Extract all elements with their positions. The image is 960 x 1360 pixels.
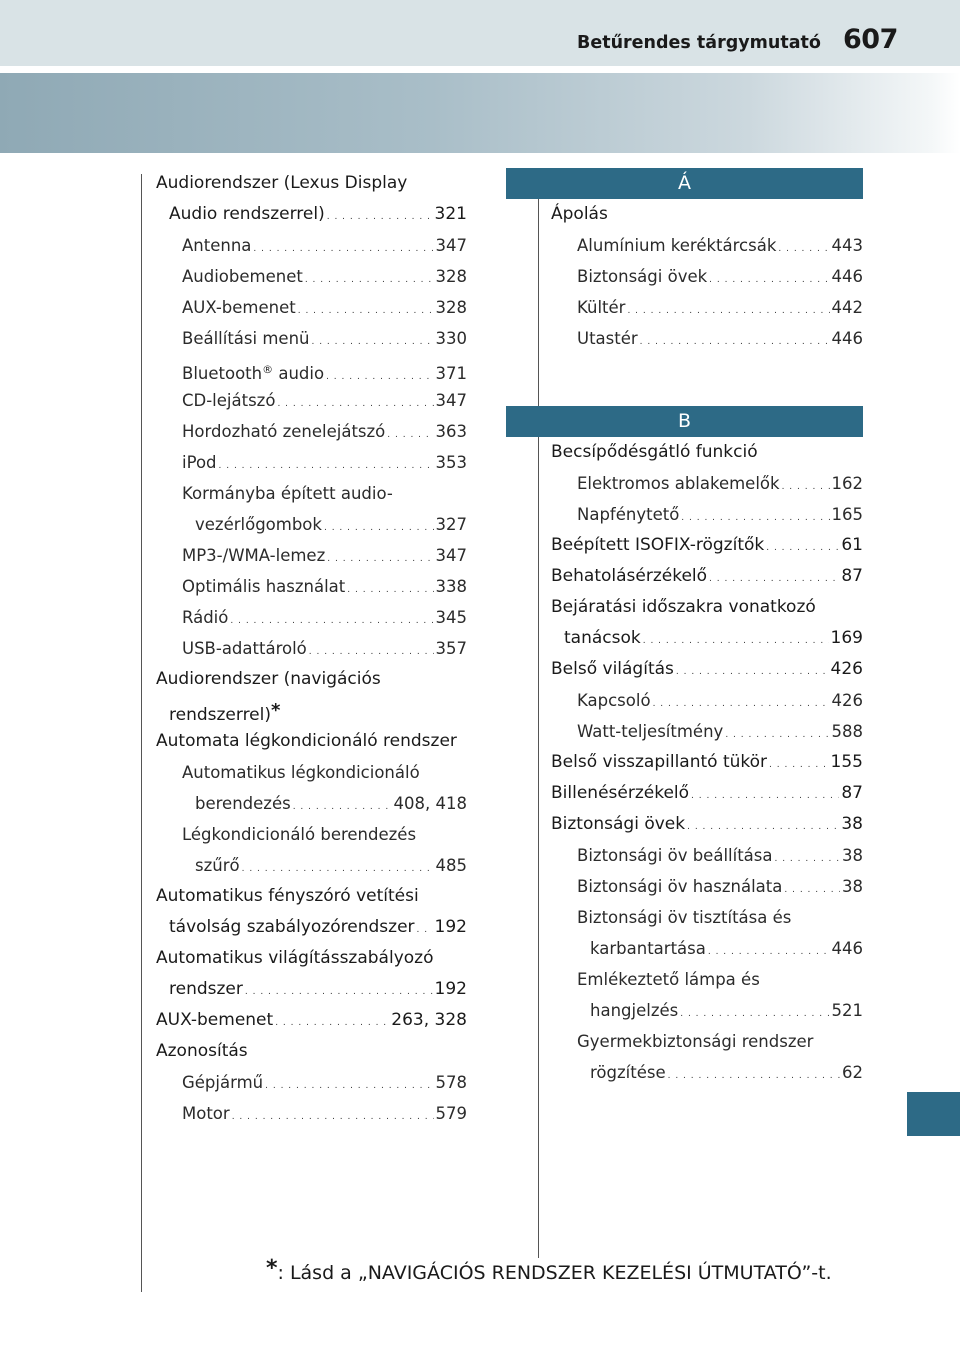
index-entry-label bbox=[577, 323, 638, 354]
entry-text: Kapcsoló bbox=[577, 691, 651, 710]
index-entry-label bbox=[195, 850, 240, 881]
index-entry bbox=[156, 726, 467, 757]
entry-text: MP3-/WMA-lemez bbox=[182, 546, 326, 565]
section-thumb-tab bbox=[907, 1092, 960, 1136]
index-entry-label bbox=[195, 509, 322, 540]
leader-dots bbox=[324, 513, 434, 544]
index-entry bbox=[156, 447, 467, 478]
index-entry-label bbox=[182, 478, 393, 509]
page-reference: 328 bbox=[435, 298, 467, 317]
index-entry bbox=[156, 1005, 467, 1036]
index-entry bbox=[156, 385, 467, 416]
footnote-text: : Lásd a „NAVIGÁCIÓS RENDSZER KEZELÉSI ÚTMUTATÓ”-t. bbox=[277, 1262, 832, 1284]
index-entry bbox=[551, 468, 863, 499]
index-entry-label bbox=[156, 943, 434, 974]
page-reference: 162 bbox=[831, 474, 863, 493]
index-entry-label bbox=[156, 726, 457, 757]
index-entry-label bbox=[551, 654, 674, 685]
index-entry-label bbox=[564, 623, 641, 654]
index-entry bbox=[156, 354, 467, 385]
section-gap bbox=[551, 354, 863, 406]
index-entry bbox=[156, 540, 467, 571]
index-entry bbox=[156, 943, 467, 974]
leader-dots bbox=[778, 234, 829, 265]
entry-text: Emlékeztető lámpa és bbox=[577, 970, 760, 989]
entry-text: Belső világítás bbox=[551, 659, 674, 679]
page-reference: 169 bbox=[830, 628, 863, 648]
entry-text: Billenésérzékelő bbox=[551, 783, 690, 803]
index-entry-label bbox=[590, 1057, 666, 1088]
entry-text: Audio rendszerrel) bbox=[169, 204, 325, 224]
entry-text: Azonosítás bbox=[156, 1041, 248, 1061]
leader-dots bbox=[275, 1008, 389, 1039]
leader-dots bbox=[687, 812, 839, 843]
letter-section-header: B bbox=[506, 406, 863, 437]
index-entry-label bbox=[577, 716, 723, 747]
entry-text: hangjelzés bbox=[590, 1001, 679, 1020]
entry-text: Audiorendszer (Lexus Display bbox=[156, 173, 408, 193]
index-entry-label bbox=[182, 571, 345, 602]
index-entry bbox=[551, 995, 863, 1026]
index-entry-label bbox=[156, 1005, 273, 1036]
index-entry-label bbox=[551, 561, 707, 592]
entry-text: Behatolásérzékelő bbox=[551, 566, 708, 586]
index-entry bbox=[551, 499, 863, 530]
entry-text: Automatikus világításszabályozó bbox=[156, 948, 434, 968]
page-reference: 155 bbox=[830, 752, 863, 772]
page-reference: 353 bbox=[435, 453, 467, 472]
entry-text: rendszerrel) bbox=[169, 705, 271, 725]
index-entry-label bbox=[182, 1098, 230, 1129]
page-reference: 443 bbox=[831, 236, 863, 255]
entry-text: Becsípődésgátló funkció bbox=[551, 442, 758, 462]
index-entry bbox=[156, 819, 467, 850]
index-entry-label bbox=[577, 468, 780, 499]
entry-text: tanácsok bbox=[564, 628, 641, 648]
index-entry bbox=[156, 323, 467, 354]
entry-text: Biztonsági öv használata bbox=[577, 877, 783, 896]
entry-text: Belső visszapillantó tükör bbox=[551, 752, 768, 772]
entry-superscript: ® bbox=[262, 363, 274, 376]
entry-text: Watt-teljesítmény bbox=[577, 722, 724, 741]
leader-dots bbox=[232, 1102, 434, 1133]
leader-dots bbox=[640, 327, 830, 358]
page-reference: 321 bbox=[434, 204, 467, 224]
page-reference: 61 bbox=[841, 535, 863, 555]
page-reference: 347 bbox=[435, 236, 467, 255]
index-entry-label bbox=[182, 447, 217, 478]
footnote-marker: * bbox=[266, 1256, 278, 1281]
index-entry bbox=[156, 1036, 467, 1067]
leader-dots bbox=[627, 296, 829, 327]
leader-dots bbox=[298, 296, 434, 327]
index-entry-label bbox=[577, 902, 791, 933]
index-entry bbox=[156, 478, 467, 509]
page-reference: 579 bbox=[435, 1104, 467, 1123]
page-reference: 521 bbox=[831, 1001, 863, 1020]
entry-text: Bluetooth bbox=[182, 364, 263, 383]
page-reference: 87 bbox=[841, 783, 863, 803]
entry-text: Légkondicionáló berendezés bbox=[182, 825, 417, 844]
index-entry-label bbox=[169, 974, 243, 1005]
leader-dots bbox=[311, 327, 433, 358]
page-reference: 363 bbox=[435, 422, 467, 441]
entry-text: AUX-bemenet bbox=[156, 1010, 274, 1030]
entry-text: Biztonsági övek bbox=[551, 814, 686, 834]
page-reference: 347 bbox=[435, 546, 467, 565]
index-entry bbox=[551, 964, 863, 995]
index-entry bbox=[551, 1026, 863, 1057]
entry-text: Beállítási menü bbox=[182, 329, 310, 348]
column-divider bbox=[538, 168, 539, 1258]
index-entry bbox=[156, 881, 467, 912]
entry-text: CD-lejátszó bbox=[182, 391, 276, 410]
index-entry-label bbox=[590, 933, 706, 964]
index-entry-label bbox=[577, 964, 760, 995]
index-entry bbox=[551, 530, 863, 561]
leader-dots bbox=[305, 265, 434, 296]
index-entry-label bbox=[551, 530, 764, 561]
index-entry bbox=[156, 416, 467, 447]
entry-text: Beépített ISOFIX-rögzítők bbox=[551, 535, 765, 555]
entry-text: Bejáratási időszakra vonatkozó bbox=[551, 597, 816, 617]
page-reference: 62 bbox=[842, 1063, 863, 1082]
entry-text: Hordozható zenelejátszó bbox=[182, 422, 386, 441]
entry-text: Antenna bbox=[182, 236, 252, 255]
page-reference: 330 bbox=[435, 329, 467, 348]
index-entry bbox=[551, 933, 863, 964]
index-entry bbox=[551, 437, 863, 468]
leader-dots bbox=[245, 977, 433, 1008]
page-reference: 426 bbox=[830, 659, 863, 679]
entry-text: karbantartása bbox=[590, 939, 706, 958]
entry-text: Rádió bbox=[182, 608, 229, 627]
index-entry-label bbox=[551, 778, 689, 809]
index-entry bbox=[551, 261, 863, 292]
index-entry-label bbox=[182, 540, 325, 571]
leader-dots bbox=[347, 575, 433, 606]
index-entry bbox=[156, 261, 467, 292]
entry-text: Napfénytető bbox=[577, 505, 680, 524]
index-entry bbox=[156, 1098, 467, 1129]
entry-superscript: * bbox=[271, 700, 281, 721]
entry-text: berendezés bbox=[195, 794, 291, 813]
index-entry bbox=[551, 292, 863, 323]
entry-text: Audiorendszer (navigációs bbox=[156, 669, 381, 689]
index-entry bbox=[156, 571, 467, 602]
page-reference: 357 bbox=[435, 639, 467, 658]
index-entry-label bbox=[551, 809, 685, 840]
page-reference: 446 bbox=[831, 329, 863, 348]
index-entry-label bbox=[551, 747, 767, 778]
entry-text: Motor bbox=[182, 1104, 230, 1123]
index-entry bbox=[156, 974, 467, 1005]
index-entry bbox=[156, 199, 467, 230]
index-entry bbox=[551, 716, 863, 747]
index-entry-label bbox=[577, 230, 776, 261]
entry-text-after: audio bbox=[273, 364, 325, 383]
page-reference: 588 bbox=[831, 722, 863, 741]
index-entry-label bbox=[577, 685, 651, 716]
index-entry bbox=[156, 695, 467, 726]
index-column-left bbox=[156, 168, 467, 1129]
index-entry bbox=[156, 633, 467, 664]
index-entry-label bbox=[182, 385, 275, 416]
entry-text: szűrő bbox=[195, 856, 240, 875]
index-entry-label bbox=[182, 757, 420, 788]
index-entry-label bbox=[182, 354, 324, 389]
entry-text: rögzítése bbox=[590, 1063, 666, 1082]
entry-text: vezérlőgombok bbox=[195, 515, 322, 534]
index-entry bbox=[551, 1057, 863, 1088]
index-entry-label bbox=[182, 230, 251, 261]
index-entry-label bbox=[156, 881, 419, 912]
index-entry bbox=[551, 230, 863, 261]
entry-text: Alumínium keréktárcsák bbox=[577, 236, 777, 255]
index-entry-label bbox=[182, 261, 303, 292]
index-entry bbox=[156, 230, 467, 261]
index-entry bbox=[551, 685, 863, 716]
entry-text: Automatikus légkondicionáló bbox=[182, 763, 420, 782]
entry-text: AUX-bemenet bbox=[182, 298, 296, 317]
entry-text: távolság szabályozórendszer bbox=[169, 917, 415, 937]
leader-dots bbox=[265, 1071, 433, 1102]
index-entry bbox=[551, 871, 863, 902]
index-entry bbox=[551, 902, 863, 933]
index-column-right bbox=[551, 168, 863, 1088]
index-entry bbox=[551, 747, 863, 778]
leader-dots bbox=[784, 875, 840, 906]
page-reference: 442 bbox=[831, 298, 863, 317]
index-entry bbox=[551, 840, 863, 871]
index-entry-label bbox=[182, 602, 228, 633]
page-reference: 38 bbox=[841, 814, 863, 834]
index-entry bbox=[156, 850, 467, 881]
letter-section-header: Á bbox=[506, 168, 863, 199]
entry-text: Biztonsági övek bbox=[577, 267, 708, 286]
page-reference: 578 bbox=[435, 1073, 467, 1092]
page-reference: 446 bbox=[831, 939, 863, 958]
index-entry bbox=[156, 168, 467, 199]
index-entry-label bbox=[195, 788, 291, 819]
index-entry-label bbox=[590, 995, 678, 1026]
entry-text: Gyermekbiztonsági rendszer bbox=[577, 1032, 814, 1051]
footnote bbox=[266, 1256, 832, 1284]
index-entry-label bbox=[577, 292, 625, 323]
page-reference: 446 bbox=[831, 267, 863, 286]
entry-text: Elektromos ablakemelők bbox=[577, 474, 780, 493]
leader-dots bbox=[774, 844, 840, 875]
entry-text: Audiobemenet bbox=[182, 267, 303, 286]
index-entry-label bbox=[182, 819, 416, 850]
leader-dots bbox=[769, 750, 829, 781]
leader-dots bbox=[676, 657, 829, 688]
index-entry-label bbox=[577, 1026, 813, 1057]
page-reference: 371 bbox=[435, 364, 467, 383]
entry-text: Kültér bbox=[577, 298, 626, 317]
leader-dots bbox=[709, 564, 839, 595]
index-entry-label bbox=[182, 292, 296, 323]
index-entry bbox=[156, 664, 467, 695]
entry-text: Biztonsági öv beállítása bbox=[577, 846, 773, 865]
index-entry bbox=[551, 199, 863, 230]
running-header-title: Betűrendes tárgymutató bbox=[577, 33, 821, 53]
page-reference: 347 bbox=[435, 391, 467, 410]
index-entry bbox=[156, 788, 467, 819]
index-entry bbox=[551, 654, 863, 685]
index-entry-label bbox=[169, 912, 415, 943]
index-entry-label bbox=[156, 1036, 248, 1067]
page-reference: 338 bbox=[435, 577, 467, 596]
leader-dots bbox=[766, 533, 839, 564]
page-reference: 327 bbox=[435, 515, 467, 534]
index-entry-label bbox=[182, 416, 385, 447]
index-entry-label bbox=[156, 168, 407, 199]
page-reference: 345 bbox=[435, 608, 467, 627]
index-entry bbox=[156, 509, 467, 540]
index-entry-label bbox=[182, 633, 307, 664]
entry-text: rendszer bbox=[169, 979, 243, 999]
index-entry-label bbox=[182, 323, 309, 354]
entry-text: USB-adattároló bbox=[182, 639, 307, 658]
entry-text: Optimális használat bbox=[182, 577, 346, 596]
index-entry-label bbox=[182, 1067, 263, 1098]
leader-dots bbox=[709, 265, 829, 296]
leader-dots bbox=[643, 626, 829, 657]
page-reference: 192 bbox=[434, 917, 467, 937]
index-entry bbox=[156, 1067, 467, 1098]
index-entry-label bbox=[577, 871, 782, 902]
entry-text: iPod bbox=[182, 453, 217, 472]
leader-dots bbox=[417, 915, 433, 946]
entry-text: Automata légkondicionáló rendszer bbox=[156, 731, 457, 751]
index-entry bbox=[551, 809, 863, 840]
entry-text: Ápolás bbox=[551, 204, 608, 224]
index-entry-label bbox=[577, 261, 707, 292]
index-entry-label bbox=[551, 437, 758, 468]
leader-dots bbox=[327, 202, 433, 233]
index-entry-label bbox=[577, 499, 679, 530]
page-reference: 87 bbox=[841, 566, 863, 586]
index-entry-label bbox=[551, 199, 608, 230]
leader-dots bbox=[387, 420, 433, 451]
page-reference: 263, 328 bbox=[391, 1010, 467, 1030]
index-entry bbox=[156, 757, 467, 788]
index-entry bbox=[156, 292, 467, 323]
entry-text: Automatikus fényszóró vetítési bbox=[156, 886, 419, 906]
decorative-gradient-band bbox=[0, 73, 960, 153]
page-reference: 38 bbox=[842, 846, 863, 865]
index-entry-label bbox=[169, 199, 325, 230]
page-reference: 192 bbox=[434, 979, 467, 999]
entry-text: Utastér bbox=[577, 329, 638, 348]
page-reference: 328 bbox=[435, 267, 467, 286]
page-reference: 38 bbox=[842, 877, 863, 896]
index-entry bbox=[551, 778, 863, 809]
leader-dots bbox=[668, 1061, 840, 1092]
index-entry-label bbox=[156, 664, 381, 695]
index-entry bbox=[551, 623, 863, 654]
page-reference: 485 bbox=[435, 856, 467, 875]
page-number: 607 bbox=[843, 24, 898, 55]
page-reference: 408, 418 bbox=[393, 794, 467, 813]
index-entry-label bbox=[577, 840, 772, 871]
index-entry bbox=[551, 561, 863, 592]
index-entry bbox=[156, 602, 467, 633]
index-entry-label bbox=[551, 592, 816, 623]
leader-dots bbox=[782, 472, 830, 503]
index-entry bbox=[156, 912, 467, 943]
index-entry bbox=[551, 323, 863, 354]
entry-text: Gépjármű bbox=[182, 1073, 264, 1092]
leader-dots bbox=[691, 781, 839, 812]
page-reference: 426 bbox=[831, 691, 863, 710]
entry-text: Kormányba épített audio- bbox=[182, 484, 393, 503]
left-margin-rule bbox=[141, 174, 142, 1292]
index-entry bbox=[551, 592, 863, 623]
entry-text: Biztonsági öv tisztítása és bbox=[577, 908, 792, 927]
page-reference: 165 bbox=[831, 505, 863, 524]
